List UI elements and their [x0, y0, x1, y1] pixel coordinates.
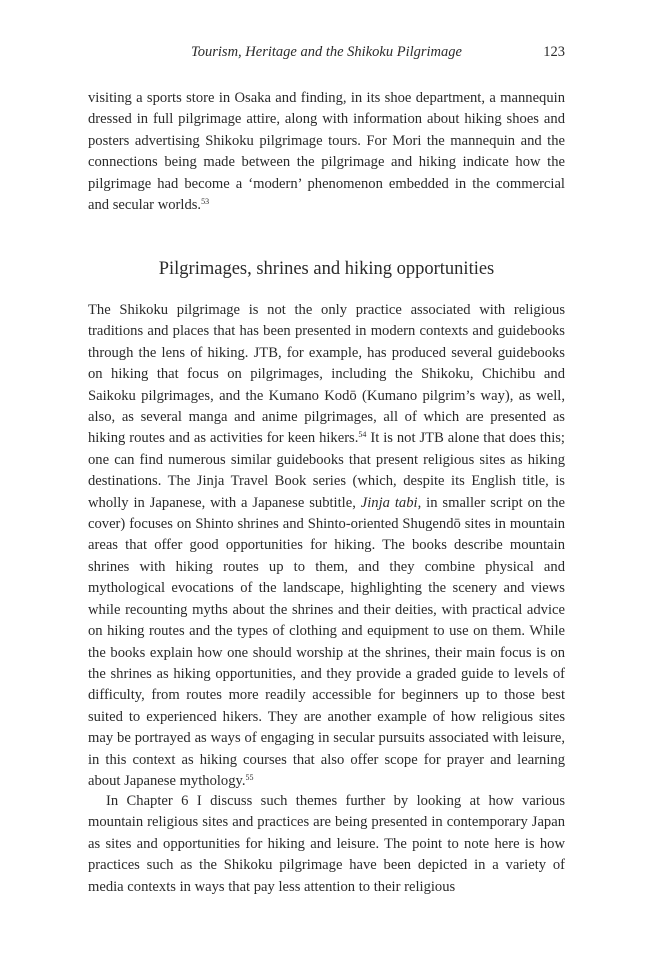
section-heading: Pilgrimages, shrines and hiking opportunities [158, 259, 495, 279]
running-header [88, 44, 565, 66]
italic-title: Jinja tabi [360, 494, 418, 511]
footnote-ref-55[interactable]: 55 [245, 772, 254, 782]
paragraph-text: visiting a sports store in Osaka and finding, in its shoe department, a mannequin dressed in full pilgrimage attire, along with information about hiking shoes and posters advertising Shikoku pilgrimage tours. For Mori the mannequin and the connections being made between the pilgrimage and hiking indicate how the pilgrimage had become a ‘modern’ phenomenon embedded in the commercial and secular worlds. [88, 90, 565, 214]
next-paragraph [88, 791, 565, 898]
paragraph-text-part2: It is not JTB alone that does this; one can find numerous similar guidebooks that present religious sites as hiking destinations. The Jinja Travel Book series (which, despite its English title, is wholly in Japanese, with a Japanese subtitle, [88, 430, 565, 511]
paragraph-text-part1: The Shikoku pilgrimage is not the only practice associated with religious traditions and places that has been presented in modern contexts and guidebooks through the lens of hiking. JTB, for example, has produced several guidebooks on hiking that focus on pilgrimages, including the Shikoku, Chichibu and Saikoku pilgrimages, and the Kumano Kodō (Kumano pilgrim’s way), as well, also, as several manga and anime pilgrimages, all of which are presented as hiking routes and as activities for keen hikers. [88, 302, 565, 447]
footnote-ref-53[interactable]: 53 [201, 197, 210, 207]
paragraph-text-part3: , in smaller script on the cover) focuses on Shinto shrines and Shinto-oriented Shugendō sites in mountain areas that offer good opportunities for hiking. The books describe mountain shrines with hiking routes up to them, and they combine physical and mythological evocations of the landscape, highlighting the scenery and views while recounting myths about the shrines and their deities, with practical advice on hiking routes and the types of clothing and equipment to use on them. While the books explain how one should worship at the shrines, their main focus is on the shrines as hiking opportunities, and they provide a graded guide to levels of difficulty, from routes more readily accessible for beginners up to those best suited to experienced hikers. They are another example of how religious sites may be portrayed as ways of engaging in secular pursuits associated with leisure, in this context as hiking courses that also offer scope for prayer and learning about Japanese mythology. [88, 494, 565, 789]
page-number: 123 [543, 44, 565, 60]
running-title: Tourism, Heritage and the Shikoku Pilgrimage [191, 44, 462, 60]
continued-paragraph [88, 88, 565, 216]
paragraph-text: In Chapter 6 I discuss such themes further by looking at how various mountain religious sites and practices are being presented in contemporary Japan as sites and opportunities for hiking and leisure. The point to note here is how practices such as the Shikoku pilgrimage have been depicted in a variety of media contexts in ways that pay less attention to their religious [88, 793, 565, 895]
footnote-ref-54[interactable]: 54 [358, 430, 367, 440]
main-paragraph [88, 300, 565, 792]
